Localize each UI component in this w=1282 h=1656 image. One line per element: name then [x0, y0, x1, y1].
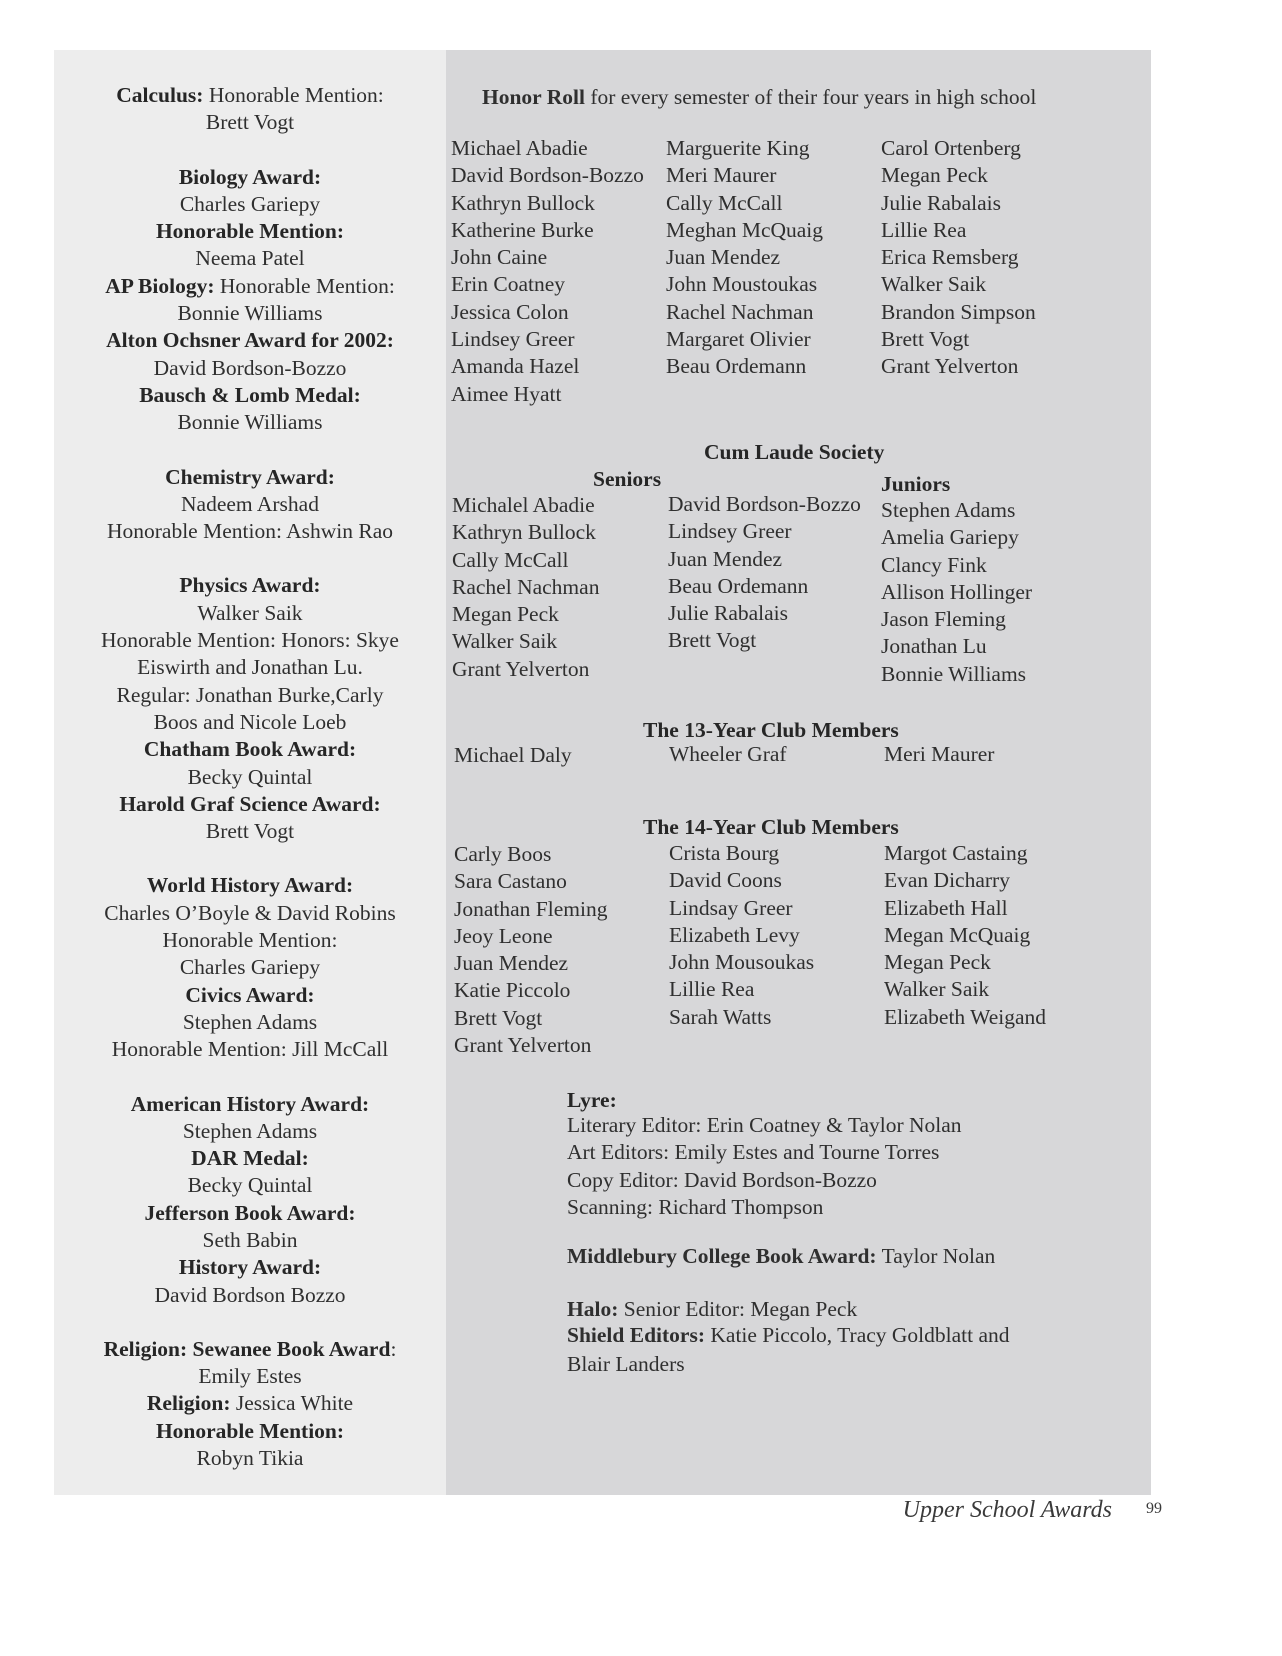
name-item: John Moustoukas: [666, 272, 818, 297]
award-label: Bausch & Lomb Medal:: [139, 382, 361, 407]
award-label: AP Biology:: [105, 273, 215, 298]
award-text-line: [54, 245, 446, 272]
name-item: Clancy Fink: [881, 552, 987, 577]
name-item: Cally McCall: [452, 547, 569, 572]
award-heading-line: [54, 218, 446, 245]
award-text: Walker Saik: [197, 600, 303, 625]
award-text-line: [54, 109, 446, 136]
award-heading-line: [54, 736, 446, 763]
name-item: Amelia Gariepy: [881, 525, 1019, 550]
name-item: Art Editors: Emily Estes and Tourne Torres: [567, 1140, 940, 1165]
award-text-line: [54, 709, 446, 736]
award-text: Charles O’Boyle & David Robins: [104, 900, 396, 925]
section-spacer: [54, 845, 446, 872]
award-heading-line: [54, 791, 446, 818]
award-heading-line: [54, 327, 446, 354]
award-label: Chatham Book Award:: [143, 737, 357, 762]
name-item: Brett Vogt: [668, 628, 757, 653]
name-item: Lindsey Greer: [668, 519, 792, 544]
section-spacer: [54, 137, 446, 164]
award-heading-line: [54, 382, 446, 409]
club13-member: Meri Maurer: [884, 742, 995, 766]
name-item: Katie Piccolo: [454, 978, 571, 1003]
name-item: Jason Fleming: [881, 607, 1006, 632]
name-item: Elizabeth Levy: [669, 922, 800, 947]
award-text: Boos and Nicole Loeb: [153, 709, 347, 734]
award-heading-line: [54, 1200, 446, 1227]
name-item: Lindsey Greer: [451, 327, 575, 352]
name-item: Stephen Adams: [881, 498, 1016, 522]
middlebury-value: Taylor Nolan: [876, 1244, 996, 1268]
name-item: Julie Rabalais: [881, 190, 1002, 215]
honor-roll-column-2: [666, 135, 823, 381]
name-item: Lillie Rea: [881, 217, 967, 242]
name-item: Margaret Olivier: [666, 327, 811, 352]
award-text: Nadeem Arshad: [181, 491, 319, 516]
award-label: Honorable Mention:: [155, 1418, 345, 1443]
award-text-line: [54, 900, 446, 927]
name-item: Aimee Hyatt: [451, 381, 562, 406]
name-item: Bonnie Williams: [881, 661, 1027, 686]
award-text: Honorable Mention:: [162, 928, 338, 953]
name-item: David Bordson-Bozzo: [451, 163, 644, 188]
award-text: Honorable Mention:: [203, 83, 384, 107]
honor-roll-subtitle: for every semester of their four years in high school: [584, 85, 1037, 109]
award-text: Brett Vogt: [205, 819, 295, 844]
name-item: Walker Saik: [452, 629, 558, 654]
page-number: 99: [1146, 1500, 1162, 1517]
award-text-line: [54, 355, 446, 382]
award-heading-line: [54, 273, 446, 300]
seniors-column-1: [452, 492, 599, 683]
club13-title: The 13-Year Club Members: [643, 718, 899, 742]
award-text-line: [54, 1009, 446, 1036]
name-item: Cally McCall: [666, 190, 783, 215]
award-text-line: [54, 764, 446, 791]
section-spacer: [54, 1064, 446, 1091]
award-text: Stephen Adams: [182, 1009, 318, 1034]
award-heading-line: [54, 1091, 446, 1118]
name-item: Megan Peck: [881, 163, 988, 188]
name-item: Meghan McQuaig: [666, 217, 824, 242]
name-item: Kathryn Bullock: [451, 190, 595, 215]
award-label: Calculus:: [116, 83, 204, 107]
award-heading-line: [54, 1418, 446, 1445]
name-item: Amanda Hazel: [451, 354, 580, 379]
award-text-line: [54, 1172, 446, 1199]
halo-line: [567, 1296, 857, 1323]
honor-roll-column-1: [451, 135, 644, 408]
award-text: Honorable Mention: Ashwin Rao: [106, 519, 394, 544]
award-text-line: [54, 518, 446, 545]
award-text: Bonnie Williams: [177, 410, 323, 435]
award-label: Chemistry Award:: [165, 464, 335, 489]
name-item: Sara Castano: [454, 869, 567, 894]
name-item: Allison Hollinger: [881, 579, 1033, 604]
name-item: Beau Ordemann: [668, 573, 809, 598]
name-item: Erin Coatney: [451, 272, 566, 297]
name-item: Michalel Abadie: [452, 493, 595, 517]
name-item: Julie Rabalais: [668, 601, 789, 626]
juniors-label: Juniors: [881, 472, 951, 496]
award-label: Religion: Sewanee Book Award: [103, 1336, 391, 1361]
name-item: Elizabeth Hall: [884, 895, 1008, 920]
award-text: Neema Patel: [195, 246, 305, 271]
name-item: Carly Boos: [454, 842, 552, 866]
award-text: David Bordson-Bozzo: [153, 355, 347, 380]
award-text-line: [54, 600, 446, 627]
name-item: Juan Mendez: [668, 546, 783, 571]
award-label: DAR Medal:: [191, 1146, 309, 1171]
seniors-column-2: [668, 491, 861, 655]
name-item: Katherine Burke: [451, 217, 594, 242]
shield-label: Shield Editors:: [567, 1323, 705, 1347]
award-text-line: [54, 1445, 446, 1472]
name-item: Jessica Colon: [451, 299, 569, 324]
award-heading-line: [54, 82, 446, 109]
middlebury-label: Middlebury College Book Award:: [567, 1244, 877, 1268]
name-item: Marguerite King: [666, 136, 810, 160]
name-item: Margot Castaing: [884, 841, 1028, 865]
name-item: Erica Remsberg: [881, 245, 1019, 270]
name-item: Scanning: Richard Thompson: [567, 1194, 824, 1219]
section-spacer: [54, 1309, 446, 1336]
name-item: Megan McQuaig: [884, 922, 1031, 947]
name-item: Rachel Nachman: [452, 574, 600, 599]
name-item: Brett Vogt: [881, 327, 970, 352]
name-item: Megan Peck: [884, 950, 991, 975]
halo-label: Halo:: [567, 1297, 619, 1321]
award-heading-line: [54, 982, 446, 1009]
name-item: David Coons: [669, 868, 782, 893]
name-item: Copy Editor: David Bordson-Bozzo: [567, 1167, 877, 1192]
award-text: Brett Vogt: [205, 110, 295, 135]
cum-laude-title: Cum Laude Society: [704, 440, 885, 464]
award-label: American History Award:: [130, 1091, 370, 1116]
award-label: Civics Award:: [185, 982, 315, 1007]
award-heading-line: [54, 1336, 446, 1363]
name-item: Brett Vogt: [454, 1005, 543, 1030]
club14-column-3: [884, 840, 1046, 1031]
award-text: Honorable Mention: Honors: Skye: [101, 628, 399, 653]
award-text: Charles Gariepy: [179, 191, 321, 216]
name-item: Lillie Rea: [669, 977, 755, 1002]
award-text: Becky Quintal: [187, 1173, 313, 1198]
award-text: Honorable Mention:: [214, 273, 395, 298]
club14-column-1: [454, 841, 607, 1059]
name-item: Carol Ortenberg: [881, 136, 1021, 160]
award-label: History Award:: [178, 1255, 322, 1280]
shield-line-2: Blair Landers: [567, 1352, 685, 1376]
name-item: Kathryn Bullock: [452, 520, 596, 545]
award-text: Emily Estes: [198, 1364, 302, 1389]
award-text: Robyn Tikia: [196, 1446, 304, 1471]
halo-value: Senior Editor: Megan Peck: [618, 1297, 858, 1321]
section-spacer: [54, 437, 446, 464]
award-label: Alton Ochsner Award for 2002:: [106, 328, 394, 353]
seniors-label: Seniors: [593, 467, 662, 491]
award-label: Honorable Mention:: [155, 219, 345, 244]
award-heading-line: [54, 1254, 446, 1281]
shield-line: [567, 1322, 1010, 1349]
award-text: :: [390, 1336, 397, 1361]
award-text-line: [54, 654, 446, 681]
award-heading-line: [54, 1145, 446, 1172]
award-label: World History Award:: [146, 873, 354, 898]
award-text-line: [54, 1282, 446, 1309]
award-text-line: [54, 491, 446, 518]
name-item: Evan Dicharry: [884, 868, 1010, 893]
footer-section-title: Upper School Awards: [902, 1497, 1112, 1523]
award-text: David Bordson Bozzo: [154, 1282, 346, 1307]
name-item: Juan Mendez: [454, 951, 569, 976]
award-text: Seth Babin: [202, 1227, 298, 1252]
lyre-title: Lyre:: [567, 1088, 617, 1112]
club14-column-2: [669, 840, 814, 1031]
name-item: Beau Ordemann: [666, 354, 807, 379]
award-text-line: [54, 627, 446, 654]
award-text-line: [54, 818, 446, 845]
name-item: Sarah Watts: [669, 1004, 772, 1029]
club13-member: Michael Daly: [454, 743, 572, 767]
name-item: David Bordson-Bozzo: [668, 492, 861, 516]
name-item: Grant Yelverton: [452, 656, 590, 681]
name-item: Jonathan Lu: [881, 634, 987, 659]
award-text: Honorable Mention: Jill McCall: [111, 1037, 389, 1062]
name-item: Lindsay Greer: [669, 895, 793, 920]
award-label: Religion:: [146, 1391, 231, 1416]
award-label: Harold Graf Science Award:: [119, 791, 381, 816]
award-text-line: [54, 682, 446, 709]
award-text-line: [54, 1118, 446, 1145]
award-heading-line: [54, 872, 446, 899]
honor-roll-column-3: [881, 135, 1036, 381]
award-label: Jefferson Book Award:: [144, 1200, 356, 1225]
award-text-line: [54, 191, 446, 218]
honor-roll-heading: [482, 84, 1036, 111]
name-item: Elizabeth Weigand: [884, 1004, 1047, 1029]
name-item: Rachel Nachman: [666, 299, 814, 324]
award-heading-line: [54, 572, 446, 599]
middlebury-award: [567, 1243, 995, 1270]
name-item: John Mousoukas: [669, 950, 815, 975]
name-item: Literary Editor: Erin Coatney & Taylor Nolan: [567, 1113, 962, 1137]
name-item: Jeoy Leone: [454, 923, 553, 948]
award-text-line: [54, 954, 446, 981]
award-text: Bonnie Williams: [177, 301, 323, 326]
name-item: Juan Mendez: [666, 245, 781, 270]
award-label: Physics Award:: [179, 573, 321, 598]
name-item: Walker Saik: [881, 272, 987, 297]
juniors-column: [881, 497, 1032, 688]
name-item: Meri Maurer: [666, 163, 777, 188]
award-text-line: [54, 1363, 446, 1390]
name-item: Brandon Simpson: [881, 299, 1036, 324]
club13-member: Wheeler Graf: [669, 742, 787, 766]
shield-value: Katie Piccolo, Tracy Goldblatt and: [705, 1323, 1010, 1347]
name-item: John Caine: [451, 245, 548, 270]
name-item: Walker Saik: [884, 977, 990, 1002]
honor-roll-title: Honor Roll: [482, 85, 585, 109]
award-heading-line: [54, 1390, 446, 1417]
name-item: Grant Yelverton: [454, 1033, 592, 1058]
club14-title: The 14-Year Club Members: [643, 815, 899, 839]
award-heading-line: [54, 164, 446, 191]
awards-column: [54, 82, 446, 1472]
award-text-line: [54, 927, 446, 954]
award-heading-line: [54, 464, 446, 491]
award-text: Becky Quintal: [187, 764, 313, 789]
award-text: Regular: Jonathan Burke,Carly: [116, 682, 384, 707]
award-text: Eiswirth and Jonathan Lu.: [137, 655, 363, 680]
name-item: Crista Bourg: [669, 841, 780, 865]
award-text-line: [54, 1036, 446, 1063]
award-text: Jessica White: [230, 1391, 354, 1416]
award-text: Charles Gariepy: [179, 955, 321, 980]
name-item: Michael Abadie: [451, 136, 588, 160]
award-label: Biology Award:: [178, 164, 322, 189]
name-item: Megan Peck: [452, 602, 559, 627]
award-text-line: [54, 300, 446, 327]
name-item: Jonathan Fleming: [454, 896, 608, 921]
award-text-line: [54, 1227, 446, 1254]
award-text: Stephen Adams: [182, 1118, 318, 1143]
lyre-staff-list: [567, 1112, 962, 1221]
award-text-line: [54, 409, 446, 436]
name-item: Grant Yelverton: [881, 354, 1019, 379]
section-spacer: [54, 545, 446, 572]
